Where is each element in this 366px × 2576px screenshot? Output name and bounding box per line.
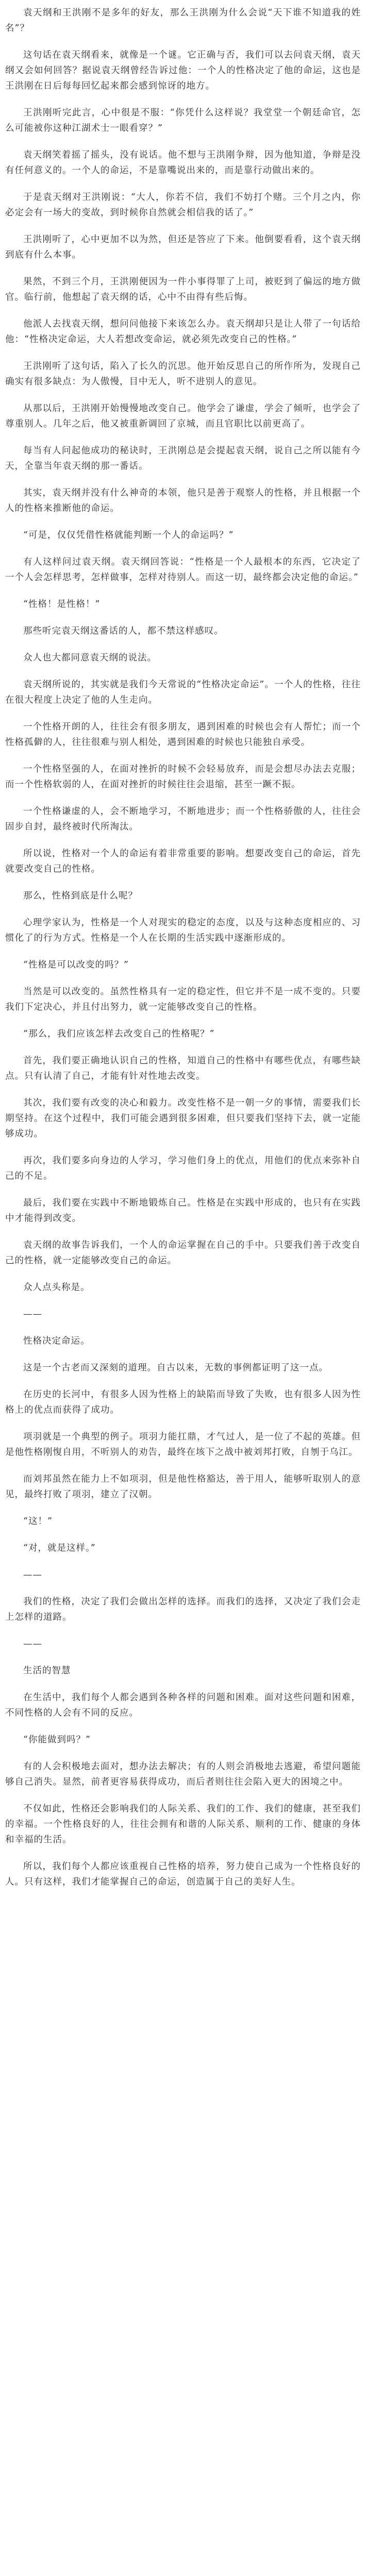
paragraph: 有人这样问过袁天纲。袁天纲回答说：“性格是一个人最根本的东西，它决定了一个人会怎样思考，怎样做事，怎样对待别人。而这一切，最终都会决定他的命运。”: [5, 557, 361, 583]
paragraph: “可是，仅仅凭借性格就能判断一个人的命运吗？”: [23, 530, 234, 540]
paragraph: 一个性格坚强的人，在面对挫折的时候不会轻易放弃，而是会想尽办法去克服；而一个性格软弱的人，在面对挫折的时候往往会退缩，甚至一蹶不振。: [5, 764, 361, 790]
paragraph: “性格！是性格！”: [23, 599, 101, 609]
paragraph: 于是袁天纲对王洪刚说：“大人，你若不信，我们不妨打个赌。三个月之内，你必定会有一场大的变故，到时候你自然就会相信我的话了。”: [5, 192, 361, 218]
paragraph: ——: [23, 1309, 42, 1319]
paragraph: 最后，我们要在实践中不断地锻炼自己。性格是在实践中形成的，也只有在实践中才能得到改变。: [5, 1198, 361, 1224]
paragraph: 从那以后，王洪刚开始慢慢地改变自己。他学会了谦虚，学会了倾听，也学会了尊重别人。几年之后，他又被重新调回了京城，而且官职比以前更高了。: [5, 403, 361, 429]
paragraph: 在历史的长河中，有很多人因为性格上的缺陷而导致了失败，也有很多人因为性格上的优点而获得了成功。: [5, 1389, 361, 1415]
paragraph: 那些听完袁天纲这番话的人，都不禁这样感叹。: [23, 626, 224, 636]
paragraph: 这句话在袁天纲看来，就像是一个谜。它正确与否，我们可以去问袁天纲，袁天纲又会如何回答？据说袁天纲曾经告诉过他：一个人的性格决定了他的命运，这也是王洪刚在日后每每回忆起来都会感到惊讶的地方。: [5, 50, 361, 91]
paragraph: 王洪刚听了这句话，陷入了长久的沉思。他开始反思自己的所作所为，发现自己确实有很多缺点：为人傲慢，目中无人，听不进别人的意见。: [5, 361, 361, 387]
paragraph: ——: [23, 1570, 42, 1580]
paragraph: “这！”: [23, 1516, 53, 1527]
paragraph: 我们的性格，决定了我们会做出怎样的选择。而我们的选择，又决定了我们会走上怎样的道路。: [5, 1597, 361, 1622]
paragraph: 果然，不到三个月，王洪刚便因为一件小事得罪了上司，被贬到了偏远的地方做官。临行前，他想起了袁天纲的话，心中不由得有些后悔。: [5, 277, 361, 302]
paragraph: 每当有人问起他成功的秘诀时，王洪刚总是会提起袁天纲，说自己之所以能有今天，全靠当年袁天纲的那一番话。: [5, 446, 361, 471]
paragraph: 袁天纲和王洪刚不是多年的好友，那么王洪刚为什么会说“天下谁不知道我的姓名”？: [5, 8, 361, 33]
paragraph: 袁天纲所说的，其实就是我们今天常说的“性格决定命运”。一个人的性格，往往在很大程度上决定了他的人生走向。: [5, 680, 361, 705]
paragraph: 有的人会积极地去面对，想办法去解决；有的人则会消极地去逃避，希望问题能够自己消失。显然，前者更容易获得成功，而后者则往往会陷入更大的困境之中。: [5, 1761, 361, 1787]
paragraph: “那么，我们应该怎样去改变自己的性格呢？”: [23, 1029, 215, 1039]
paragraph: 众人点头称是。: [23, 1282, 90, 1293]
paragraph: 而刘邦虽然在能力上不如项羽，但是他性格豁达，善于用人，能够听取别人的意见，最终打败了项羽，建立了汉朝。: [5, 1474, 361, 1500]
paragraph: 一个性格谦虚的人，会不断地学习，不断地进步；而一个性格骄傲的人，往往会固步自封，最终被时代所淘汰。: [5, 806, 361, 832]
paragraph: “性格是可以改变的吗？”: [23, 960, 129, 970]
paragraph: 再次，我们要多向身边的人学习，学习他们身上的优点，用他们的优点来弥补自己的不足。: [5, 1156, 361, 1181]
paragraph: 不仅如此，性格还会影响我们的人际关系、我们的工作、我们的健康，甚至我们的幸福。一个性格良好的人，往往会拥有和谐的人际关系、顺利的工作、健康的身体和幸福的生活。: [5, 1804, 361, 1845]
paragraph: 一个性格开朗的人，往往会有很多朋友，遇到困难的时候也会有人帮忙；而一个性格孤僻的人，往往很难与别人相处，遇到困难的时候也只能独自承受。: [5, 722, 361, 748]
paragraph: “你能做到吗？”: [23, 1735, 91, 1745]
paragraph: 众人也大都同意袁天纲的说法。: [23, 653, 157, 663]
paragraph: 这是一个古老而又深刻的道理。自古以来，无数的事例都证明了这一点。: [23, 1363, 328, 1373]
paragraph: 首先，我们要正确地认识自己的性格，知道自己的性格中有哪些优点，有哪些缺点。只有认清了自己，才能有针对性地去改变。: [5, 1056, 361, 1081]
paragraph: 心理学家认为，性格是一个人对现实的稳定的态度，以及与这种态度相应的、习惯化了的行为方式。性格是一个人在长期的生活实践中逐渐形成的。: [5, 918, 361, 943]
paragraph: 王洪刚听完此言，心中很是不服：“你凭什么这样说？我堂堂一个朝廷命官，怎么可能被你这种江湖术士一眼看穿？”: [5, 108, 361, 133]
paragraph: 那么，性格到底是什么呢？: [23, 891, 138, 901]
paragraph: “对，就是这样。”: [23, 1543, 96, 1553]
paragraph: 项羽就是一个典型的例子。项羽力能扛鼎，才气过人，是一位了不起的英雄。但是他性格刚愎自用，不听别人的劝告，最终在垓下之战中被刘邦打败，自刎于乌江。: [5, 1432, 361, 1458]
paragraph: 袁天纲笑着摇了摇头，没有说话。他不想与王洪刚争辩，因为他知道，争辩是没有任何意义的。一个人的命运，不是靠嘴说出来的，而是靠行动做出来的。: [5, 150, 361, 176]
paragraph: 所以，我们每个人都应该重视自己性格的培养，努力使自己成为一个性格良好的人。只有这样，我们才能掌握自己的命运，创造属于自己的美好人生。: [5, 1861, 361, 1887]
paragraph: 袁天纲的故事告诉我们，一个人的命运掌握在自己的手中。只要我们善于改变自己的性格，就一定能够改变自己的命运。: [5, 1240, 361, 1266]
paragraph: 生活的智慧: [23, 1666, 71, 1676]
paragraph: 性格决定命运。: [23, 1336, 90, 1346]
paragraph: 所以说，性格对一个人的命运有着非常重要的影响。想要改变自己的命运，首先就要改变自己的性格。: [5, 849, 361, 874]
paragraph: 其实，袁天纲并没有什么神奇的本领，他只是善于观察人的性格，并且根据一个人的性格来推断他的命运。: [5, 488, 361, 514]
paragraph: 他派人去找袁天纲，想问问他接下来该怎么办。袁天纲却只是让人带了一句话给他：“性格决定命运，大人若想改变命运，就必须先改变自己的性格。”: [5, 319, 361, 345]
paragraph: 王洪刚听了，心中更加不以为然，但还是答应了下来。他倒要看看，这个袁天纲到底有什么本事。: [5, 234, 361, 260]
paragraph: 其次，我们要有改变的决心和毅力。改变性格不是一朝一夕的事情，需要我们长期坚持。在这个过程中，我们可能会遇到很多困难，但只要我们坚持下去，就一定能够成功。: [5, 1098, 361, 1139]
paragraph: 在生活中，我们每个人都会遇到各种各样的问题和困难。面对这些问题和困难，不同性格的人会有不同的反应。: [5, 1692, 361, 1718]
paragraph: 当然是可以改变的。虽然性格具有一定的稳定性，但它并不是一成不变的。只要我们下定决心，并且付出努力，就一定能够改变自己的性格。: [5, 987, 361, 1012]
paragraph: ——: [23, 1639, 42, 1649]
